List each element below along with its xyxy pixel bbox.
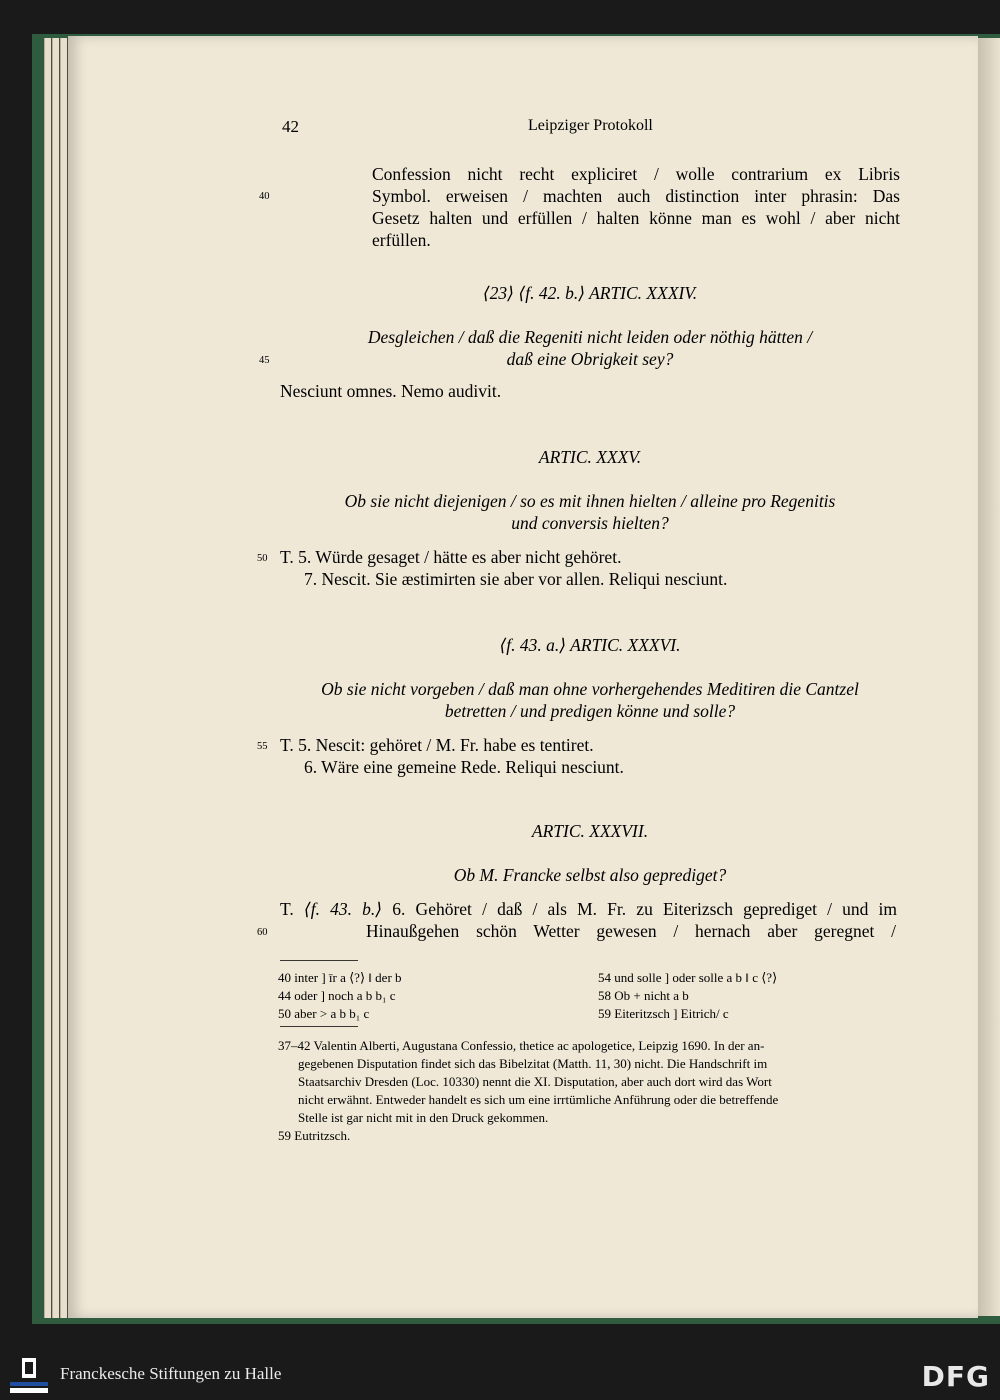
dfg-logo: DFG <box>921 1360 990 1393</box>
body-line: Confession nicht recht expliciret / wolle contrarium ex Libris <box>372 164 900 184</box>
page-edge <box>60 38 67 1318</box>
line-number: 45 <box>259 355 270 366</box>
article-heading: ⟨f. 43. a.⟩ ARTIC. XXXVI. <box>499 635 681 655</box>
apparatus-entry: 50 aber > a b b₁ c <box>278 1006 370 1021</box>
article-question: Ob sie nicht diejenigen / so es mit ihnen hielten / alleine pro Regenitis <box>344 491 836 511</box>
page-edge <box>44 38 51 1318</box>
commentary-note: Stelle ist gar nicht mit in den Druck gekommen. <box>298 1110 549 1125</box>
body-line: erfüllen. <box>372 230 431 250</box>
commentary-note: nicht erwähnt. Entweder handelt es sich um eine irrtümliche Anführung oder die betreffende <box>298 1092 779 1107</box>
line-number: 50 <box>257 553 268 564</box>
apparatus-entry: 40 inter ] īr a ⟨?⟩ ‖ der b <box>278 970 402 985</box>
apparatus-rule <box>280 960 358 961</box>
commentary-note: 37–42 Valentin Alberti, Augustana Confessio, thetice ac apologetice, Leipzig 1690. In der an- <box>278 1038 765 1053</box>
article-question: Ob sie nicht vorgeben / daß man ohne vorhergehendes Meditiren die Cantzel <box>321 679 859 699</box>
article-answer: 6. Wäre eine gemeine Rede. Reliqui nesciunt. <box>304 757 624 777</box>
article-question: Desgleichen / daß die Regeniti nicht leiden oder nöthig hätten / <box>367 327 813 347</box>
article-heading: ARTIC. XXXV. <box>538 447 642 467</box>
page-edge <box>52 38 59 1318</box>
body-line: Symbol. erweisen / machten auch distinction inter phrasin: Das <box>372 186 900 206</box>
article-answer: Hinaußgehen schön Wetter gewesen / hernach aber geregnet / <box>366 921 896 941</box>
commentary-note: Staatsarchiv Dresden (Loc. 10330) nennt die XI. Disputation, aber auch dort wird das Wort <box>298 1074 772 1089</box>
article-heading: ARTIC. XXXVII. <box>531 821 649 841</box>
apparatus-entry: 54 und solle ] oder solle a b ‖ c ⟨?⟩ <box>598 970 778 985</box>
article-answer: 7. Nescit. Sie æstimirten sie aber vor allen. Reliqui nesciunt. <box>304 569 728 589</box>
apparatus-entry: 44 oder ] noch a b b₁ c <box>278 988 396 1003</box>
line-number: 60 <box>257 927 268 938</box>
facing-page-gutter <box>978 38 1000 1316</box>
article-answer: T. 5. Würde gesaget / hätte es aber nicht gehöret. <box>280 547 622 567</box>
running-title: Leipziger Protokoll <box>528 117 653 134</box>
commentary-note: gegebenen Disputation findet sich das Bibelzitat (Matth. 11, 30) nicht. Die Handschrift im <box>298 1056 768 1071</box>
notes-rule <box>280 1026 358 1027</box>
article-question: Ob M. Francke selbst also geprediget? <box>453 865 727 885</box>
institution-name: Franckesche Stiftungen zu Halle <box>60 1364 282 1383</box>
line-number: 55 <box>257 741 268 752</box>
franckesche-stiftungen-logo-icon <box>8 1356 50 1396</box>
article-question: und conversis hielten? <box>511 513 669 533</box>
article-answer: T. 5. Nescit: gehöret / M. Fr. habe es tentiret. <box>280 735 594 755</box>
apparatus-entry: 58 Ob + nicht a b <box>598 988 689 1003</box>
page-number: 42 <box>282 117 299 136</box>
article-question: daß eine Obrigkeit sey? <box>506 349 674 369</box>
article-question: betretten / und predigen könne und solle? <box>444 701 736 721</box>
line-number: 40 <box>259 191 270 202</box>
commentary-note: 59 Eutritzsch. <box>278 1128 351 1143</box>
article-answer: Nesciunt omnes. Nemo audivit. <box>280 381 502 401</box>
body-line: Gesetz halten und erfüllen / halten könne man es wohl / aber nicht <box>372 208 900 228</box>
article-answer: T. ⟨f. 43. b.⟩ 6. Gehöret / daß / als M. Fr. zu Eiterizsch geprediget / und im <box>280 899 897 919</box>
apparatus-entry: 59 Eiteritzsch ] Eitrich/ c <box>598 1006 729 1021</box>
article-heading: ⟨23⟩ ⟨f. 42. b.⟩ ARTIC. XXXIV. <box>482 283 698 303</box>
